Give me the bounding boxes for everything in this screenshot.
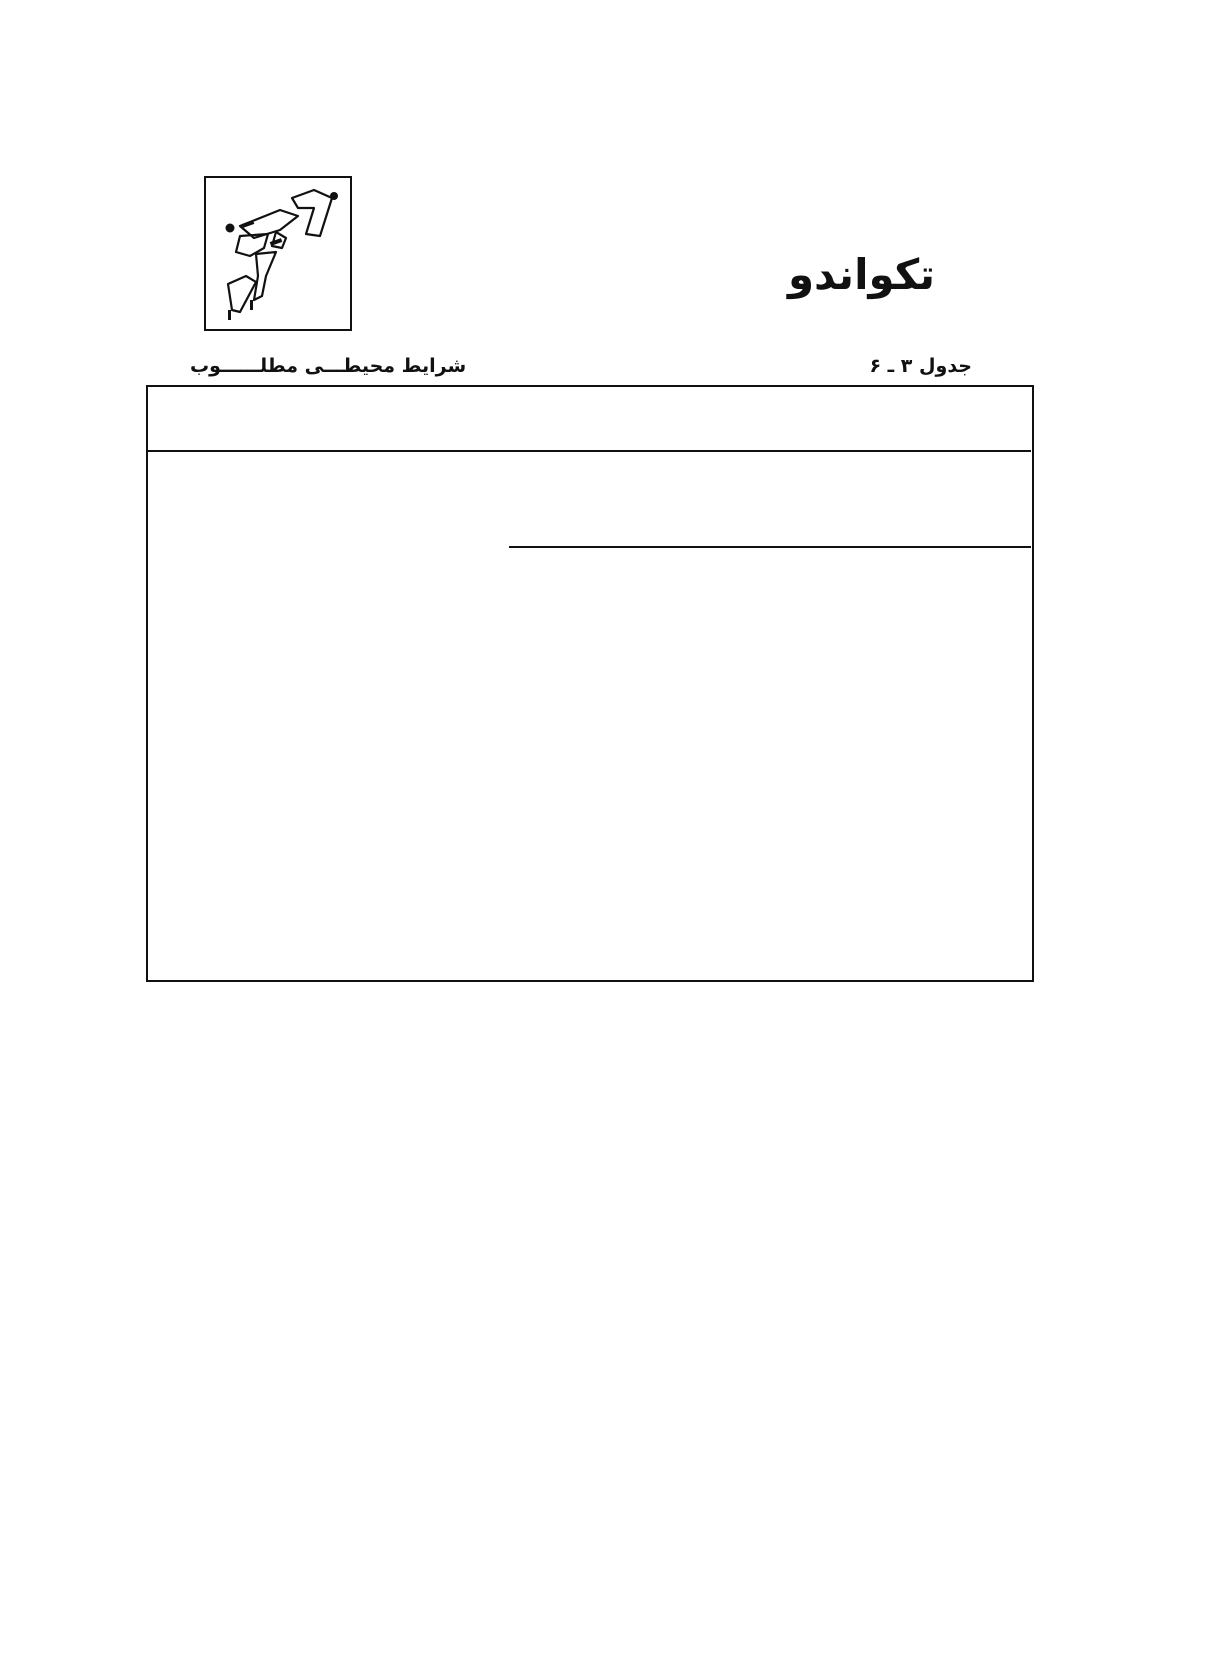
table-label: جدول ۳ ـ ۶	[869, 355, 972, 377]
table-title: شرایط محیطـــی مطلــــــوب	[190, 355, 467, 377]
environment-table	[146, 385, 1034, 982]
page-title: تکواندو	[787, 250, 935, 299]
taekwondo-pictogram-icon	[204, 176, 352, 331]
